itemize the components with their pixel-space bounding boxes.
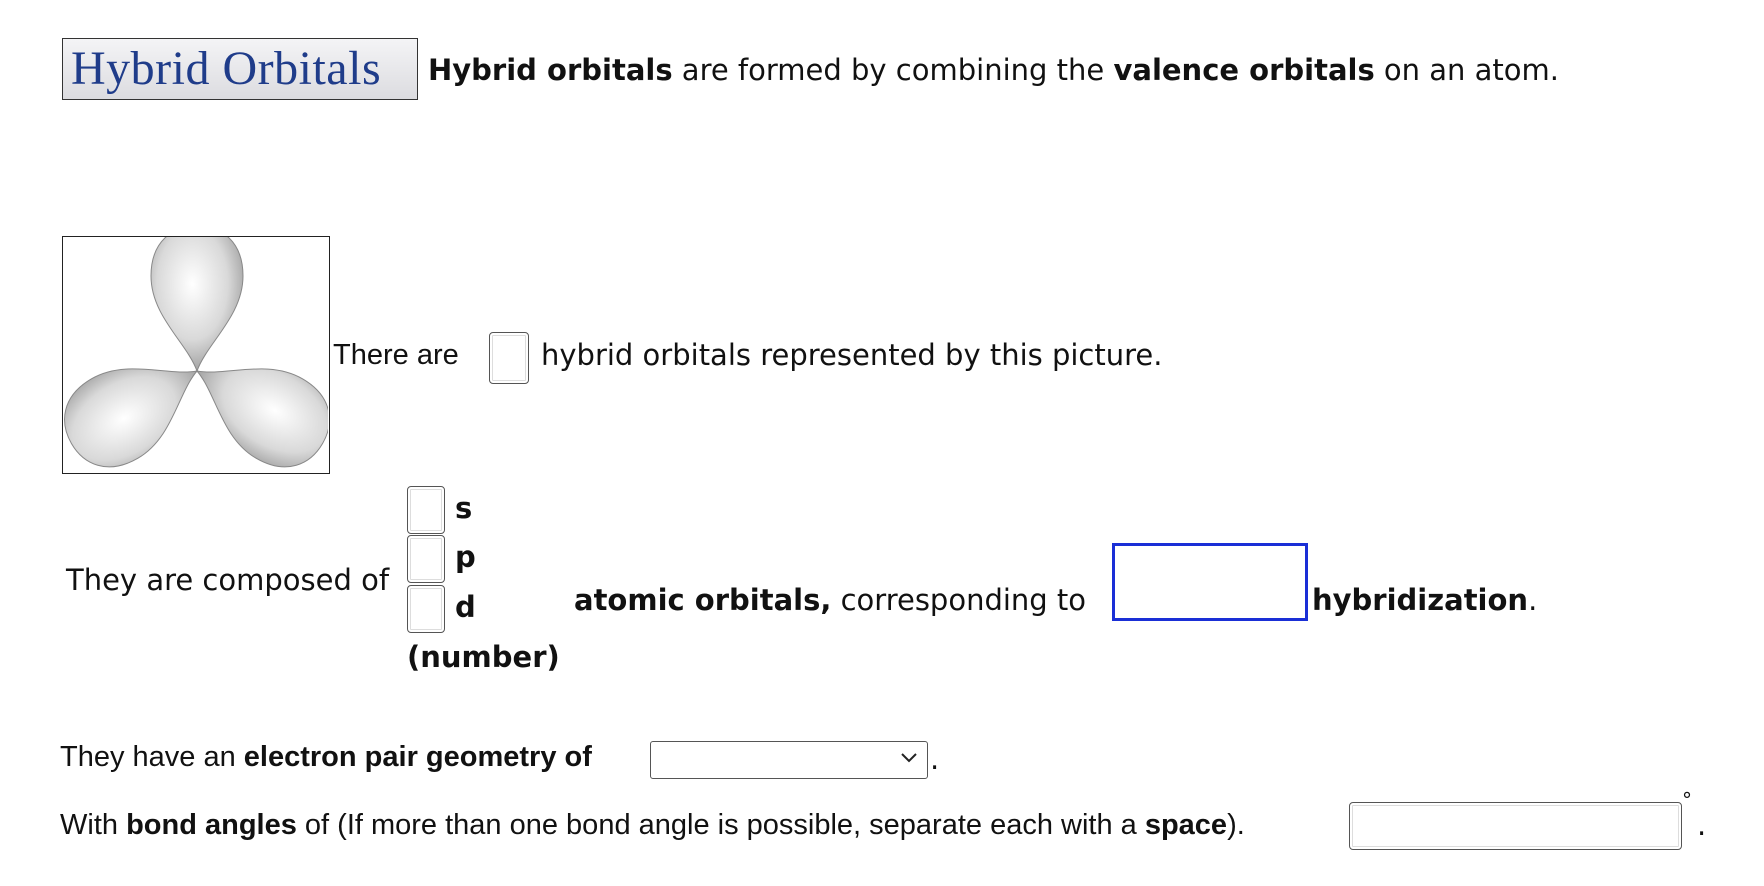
q4-bold-bond-angles: bond angles bbox=[126, 809, 297, 841]
q3-end: . bbox=[930, 742, 940, 776]
q2-middle-text: corresponding to bbox=[831, 583, 1087, 617]
q4-bold-space: space bbox=[1144, 809, 1228, 841]
s-count-input[interactable] bbox=[407, 486, 445, 534]
orbital-picture bbox=[62, 236, 330, 474]
q2-middle-bold: atomic orbitals, bbox=[574, 583, 832, 617]
q2-suffix-end: . bbox=[1528, 583, 1538, 617]
s-label: s bbox=[455, 491, 473, 525]
q4-end: . bbox=[1697, 808, 1707, 842]
q4-text-2: ). bbox=[1227, 809, 1245, 841]
trigonal-planar-orbitals-image bbox=[63, 237, 328, 472]
q4-text-1: of (If more than one bond angle is possible, separate each with a bbox=[296, 809, 1145, 841]
intro-text-2: on an atom. bbox=[1374, 53, 1559, 87]
q2-prefix: They are composed of bbox=[66, 563, 390, 597]
electron-geometry-select[interactable] bbox=[650, 741, 928, 779]
orbital-count-input[interactable] bbox=[489, 332, 529, 384]
q2-suffix-bold: hybridization bbox=[1312, 583, 1529, 617]
intro-bold-hybrid: Hybrid orbitals bbox=[428, 53, 673, 87]
intro-text bbox=[428, 53, 1559, 88]
d-count-input[interactable] bbox=[407, 585, 445, 633]
chevron-down-icon bbox=[899, 748, 919, 768]
q4-prefix: With bbox=[60, 809, 127, 841]
q2-middle bbox=[574, 583, 1086, 618]
hybridization-input[interactable] bbox=[1112, 543, 1308, 621]
intro-bold-valence: valence orbitals bbox=[1113, 53, 1375, 87]
q3-text bbox=[60, 740, 592, 775]
number-label: (number) bbox=[407, 640, 560, 674]
intro-text-1: are formed by combining the bbox=[672, 53, 1114, 87]
p-label: p bbox=[455, 540, 476, 574]
q2-suffix bbox=[1312, 583, 1537, 618]
q1-prefix: There are bbox=[333, 339, 459, 371]
bond-angles-input[interactable] bbox=[1349, 802, 1682, 850]
p-count-input[interactable] bbox=[407, 535, 445, 583]
page-title: Hybrid Orbitals bbox=[62, 38, 418, 100]
q1-suffix: hybrid orbitals represented by this picture. bbox=[541, 338, 1163, 372]
degree-symbol: ° bbox=[1682, 788, 1692, 812]
q3-prefix: They have an bbox=[60, 741, 244, 773]
d-label: d bbox=[455, 590, 476, 624]
q4-text bbox=[60, 808, 1245, 843]
q3-bold: electron pair geometry of bbox=[243, 741, 592, 773]
